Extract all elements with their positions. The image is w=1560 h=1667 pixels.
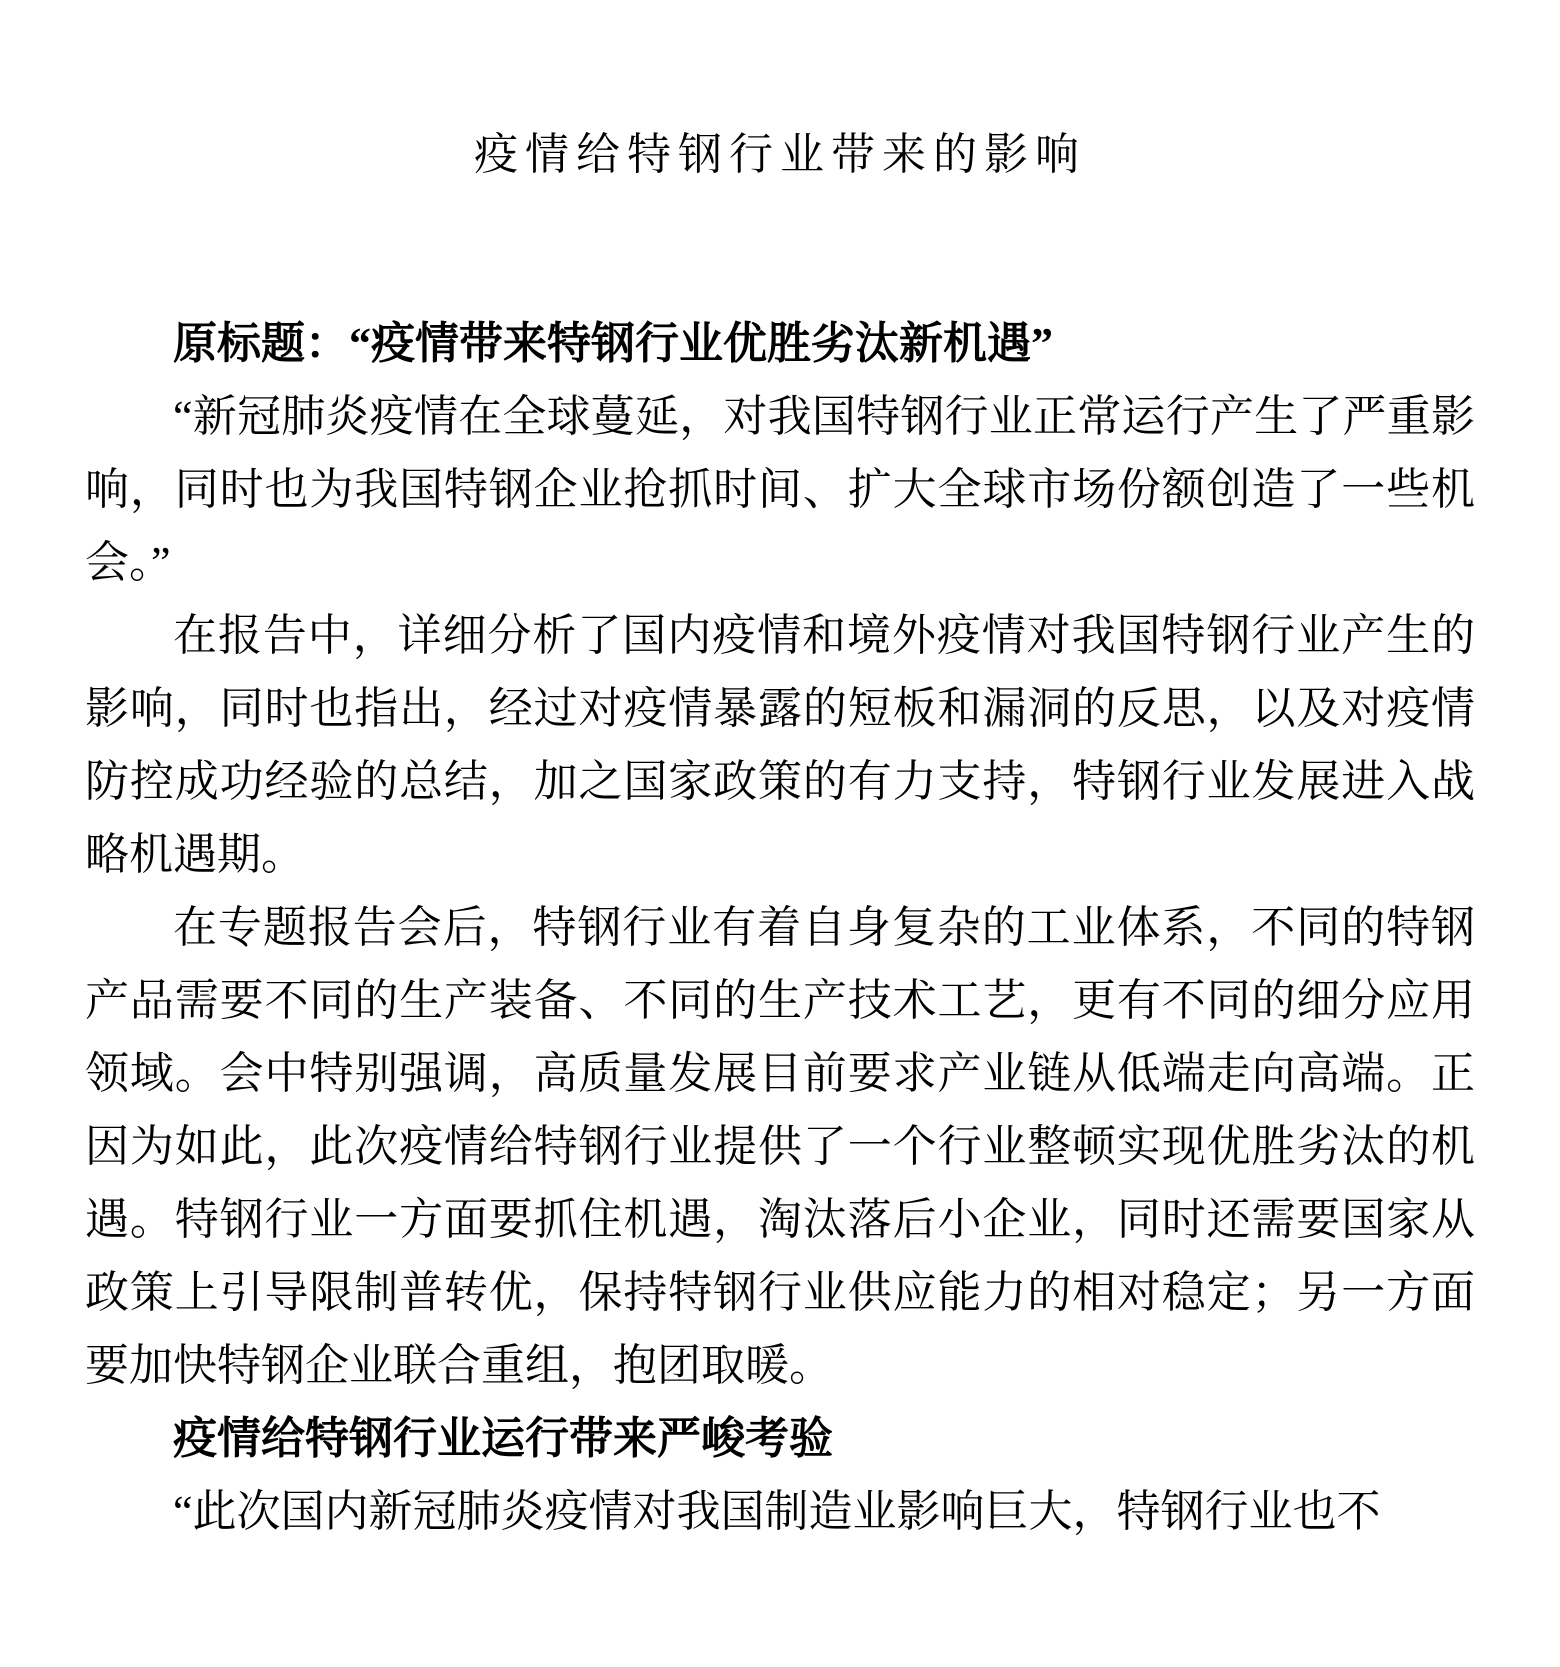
paragraph-original-title: 原标题：“疫情带来特钢行业优胜劣汰新机遇” (173, 319, 1053, 368)
paragraph-report-analysis: 在报告中，详细分析了国内疫情和境外疫情对我国特钢行业产生的影响，同时也指出，经过对疫情暴露的短板和漏洞的反思，以及对疫情防控成功经验的总结，加之国家政策的有力支持，特钢行业发展进入战略机遇期。 (85, 611, 1475, 879)
paragraph-industry-system: 在专题报告会后，特钢行业有着自身复杂的工业体系，不同的特钢产品需要不同的生产装备、不同的生产技术工艺，更有不同的细分应用领域。会中特别强调，高质量发展目前要求产业链从低端走向高端。正因为如此，此次疫情给特钢行业提供了一个行业整顿实现优胜劣汰的机遇。特钢行业一方面要抓住机遇，淘汰落后小企业，同时还需要国家从政策上引导限制普转优，保持特钢行业供应能力的相对稳定；另一方面要加快特钢企业联合重组，抱团取暖。 (85, 903, 1475, 1390)
document-page (0, 131, 1560, 1667)
paragraph-quote-intro: “新冠肺炎疫情在全球蔓延，对我国特钢行业正常运行产生了严重影响，同时也为我国特钢企业抢抓时间、扩大全球市场份额创造了一些机会。” (85, 392, 1475, 587)
paragraph-domestic-impact: “此次国内新冠肺炎疫情对我国制造业影响巨大，特钢行业也不 (173, 1487, 1381, 1536)
document-body (85, 307, 1475, 1548)
subheading-severe-test: 疫情给特钢行业运行带来严峻考验 (173, 1414, 833, 1463)
document-title: 疫情给特钢行业带来的影响 (474, 130, 1086, 179)
